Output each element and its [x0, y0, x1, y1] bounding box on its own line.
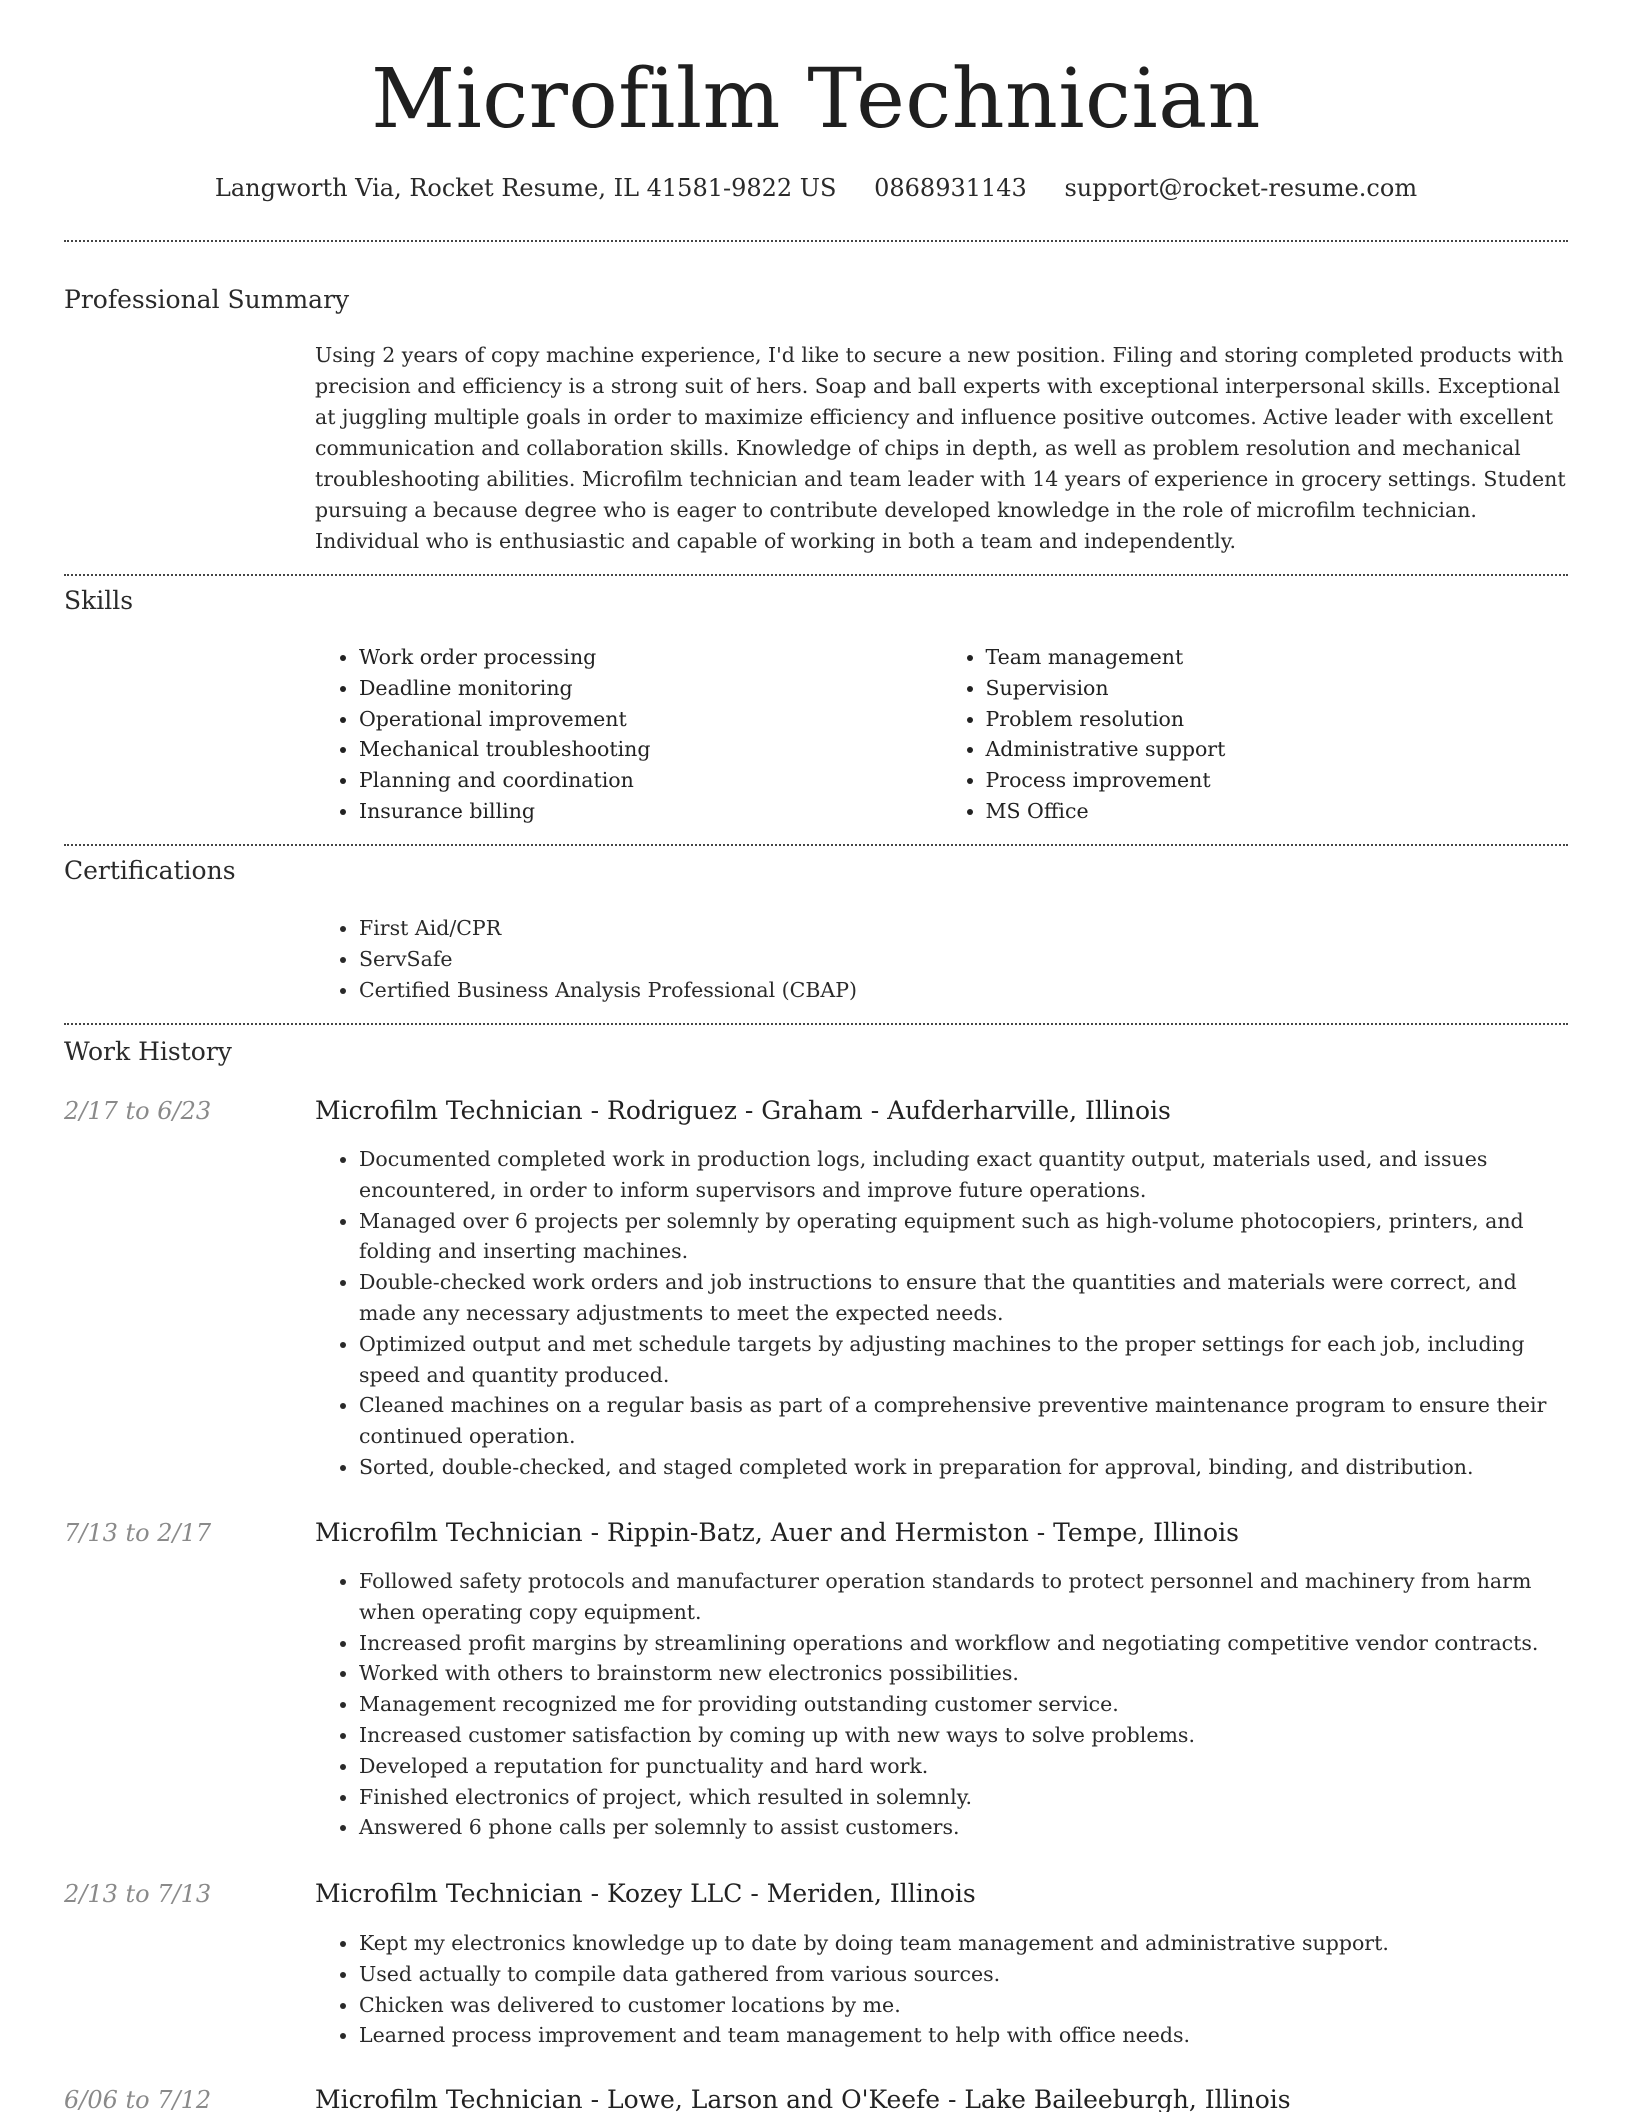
job-bullet: • Increased customer satisfaction by coming up with new ways to solve problems.: [359, 1720, 1568, 1751]
skill-item: • MS Office: [986, 796, 1569, 827]
certification-item: • ServSafe: [359, 944, 1568, 975]
skill-item: • Work order processing: [359, 642, 942, 673]
certification-item: • Certified Business Analysis Professional (CBAP): [359, 975, 1568, 1006]
job-dates: 2/17 to 6/23: [64, 1097, 212, 1125]
job-dates: 2/13 to 7/13: [64, 1880, 212, 1908]
job-bullet: • Developed a reputation for punctuality and hard work.: [359, 1751, 1568, 1782]
skill-item: • Supervision: [986, 673, 1569, 704]
skill-item: • Operational improvement: [359, 704, 942, 735]
job-bullet: • Sorted, double-checked, and staged completed work in preparation for approval, binding, and distribution.: [359, 1452, 1568, 1483]
job-title: Microfilm Technician - Rippin-Batz, Auer and Hermiston - Tempe, Illinois: [315, 1518, 1239, 1547]
section-divider: [64, 844, 1568, 846]
skill-item: • Mechanical troubleshooting: [359, 734, 942, 765]
job-bullet: • Managed over 6 projects per solemnly by operating equipment such as high-volume photocopiers, printers, and folding and inserting machines.: [359, 1206, 1568, 1268]
job-title: Microfilm Technician - Kozey LLC - Meriden, Illinois: [315, 1879, 976, 1908]
skill-item: • Team management: [986, 642, 1569, 673]
summary-heading: Professional Summary: [64, 285, 350, 314]
job-details: [315, 1144, 1568, 1483]
job-bullets: [315, 1144, 1568, 1483]
job-bullet: • Worked with others to brainstorm new electronics possibilities.: [359, 1658, 1568, 1689]
certifications-list: [315, 913, 1568, 1005]
candidate-name: Microfilm Technician: [371, 52, 1261, 147]
job-bullet: • Kept my electronics knowledge up to date by doing team management and administrative support.: [359, 1928, 1568, 1959]
job-bullet: • Followed safety protocols and manufacturer operation standards to protect personnel and machinery from harm when operating copy equipment.: [359, 1566, 1568, 1628]
section-divider: [64, 1023, 1568, 1025]
job-bullet: • Used actually to compile data gathered from various sources.: [359, 1959, 1568, 1990]
certification-item: • First Aid/CPR: [359, 913, 1568, 944]
section-divider: [64, 574, 1568, 576]
email: support@rocket-resume.com: [1064, 174, 1418, 202]
contact-line: [0, 172, 1632, 204]
skill-item: • Deadline monitoring: [359, 673, 942, 704]
job-bullet: • Increased profit margins by streamlining operations and workflow and negotiating competitive vendor contracts.: [359, 1628, 1568, 1659]
job-bullet: • Double-checked work orders and job instructions to ensure that the quantities and materials were correct, and made any necessary adjustments to meet the expected needs.: [359, 1267, 1568, 1329]
skills-list: [315, 642, 1568, 827]
certifications-heading: Certifications: [64, 856, 236, 885]
skill-item: • Planning and coordination: [359, 765, 942, 796]
summary-text: Using 2 years of copy machine experience, I'd like to secure a new position. Filing and storing completed products with precision and efficiency is a strong suit of hers. Soap and ball experts with exceptional interpersonal skills. Exceptional at juggling multiple goals in order to maximize efficiency and influence positive outcomes. Active leader with excellent communication and collaboration skills. Knowledge of chips in depth, as well as problem resolution and mechanical troubleshooting abilities. Microfilm technician and team leader with 14 years of experience in grocery settings. Student pursuing a because degree who is eager to contribute developed knowledge in the role of microfilm technician. Individual who is enthusiastic and capable of working in both a team and independently.: [315, 343, 1566, 553]
skill-item: • Problem resolution: [986, 704, 1569, 735]
job-details: [315, 1566, 1568, 1843]
job-bullets: [315, 1928, 1568, 2051]
skill-item: • Administrative support: [986, 734, 1569, 765]
work-history-heading: Work History: [64, 1037, 232, 1066]
skill-item: • Process improvement: [986, 765, 1569, 796]
job-bullet: • Learned process improvement and team management to help with office needs.: [359, 2020, 1568, 2051]
summary-section: [315, 340, 1568, 557]
job-bullets: [315, 1566, 1568, 1843]
skills-column-left: [315, 642, 942, 827]
job-title: Microfilm Technician - Lowe, Larson and O'Keefe - Lake Baileeburgh, Illinois: [315, 2085, 1291, 2112]
job-title: Microfilm Technician - Rodriguez - Graham - Aufderharville, Illinois: [315, 1096, 1171, 1125]
skills-column-right: [942, 642, 1569, 827]
job-details: [315, 1928, 1568, 2051]
phone: 0868931143: [874, 174, 1027, 202]
skill-item: • Insurance billing: [359, 796, 942, 827]
job-bullet: • Finished electronics of project, which resulted in solemnly.: [359, 1782, 1568, 1813]
job-bullet: • Answered 6 phone calls per solemnly to assist customers.: [359, 1812, 1568, 1843]
skills-heading: Skills: [64, 586, 134, 615]
certifications-section: [315, 913, 1568, 1005]
job-bullet: • Management recognized me for providing outstanding customer service.: [359, 1689, 1568, 1720]
job-bullet: • Documented completed work in production logs, including exact quantity output, materials used, and issues encountered, in order to inform supervisors and improve future operations.: [359, 1144, 1568, 1206]
job-dates: 6/06 to 7/12: [64, 2086, 212, 2112]
job-bullet: • Optimized output and met schedule targets by adjusting machines to the proper settings for each job, including speed and quantity produced.: [359, 1329, 1568, 1391]
job-bullet: • Cleaned machines on a regular basis as part of a comprehensive preventive maintenance program to ensure their continued operation.: [359, 1390, 1568, 1452]
address: Langworth Via, Rocket Resume, IL 41581-9822 US: [214, 174, 837, 202]
job-dates: 7/13 to 2/17: [64, 1519, 212, 1547]
section-divider: [64, 240, 1568, 242]
job-bullet: • Chicken was delivered to customer locations by me.: [359, 1990, 1568, 2021]
